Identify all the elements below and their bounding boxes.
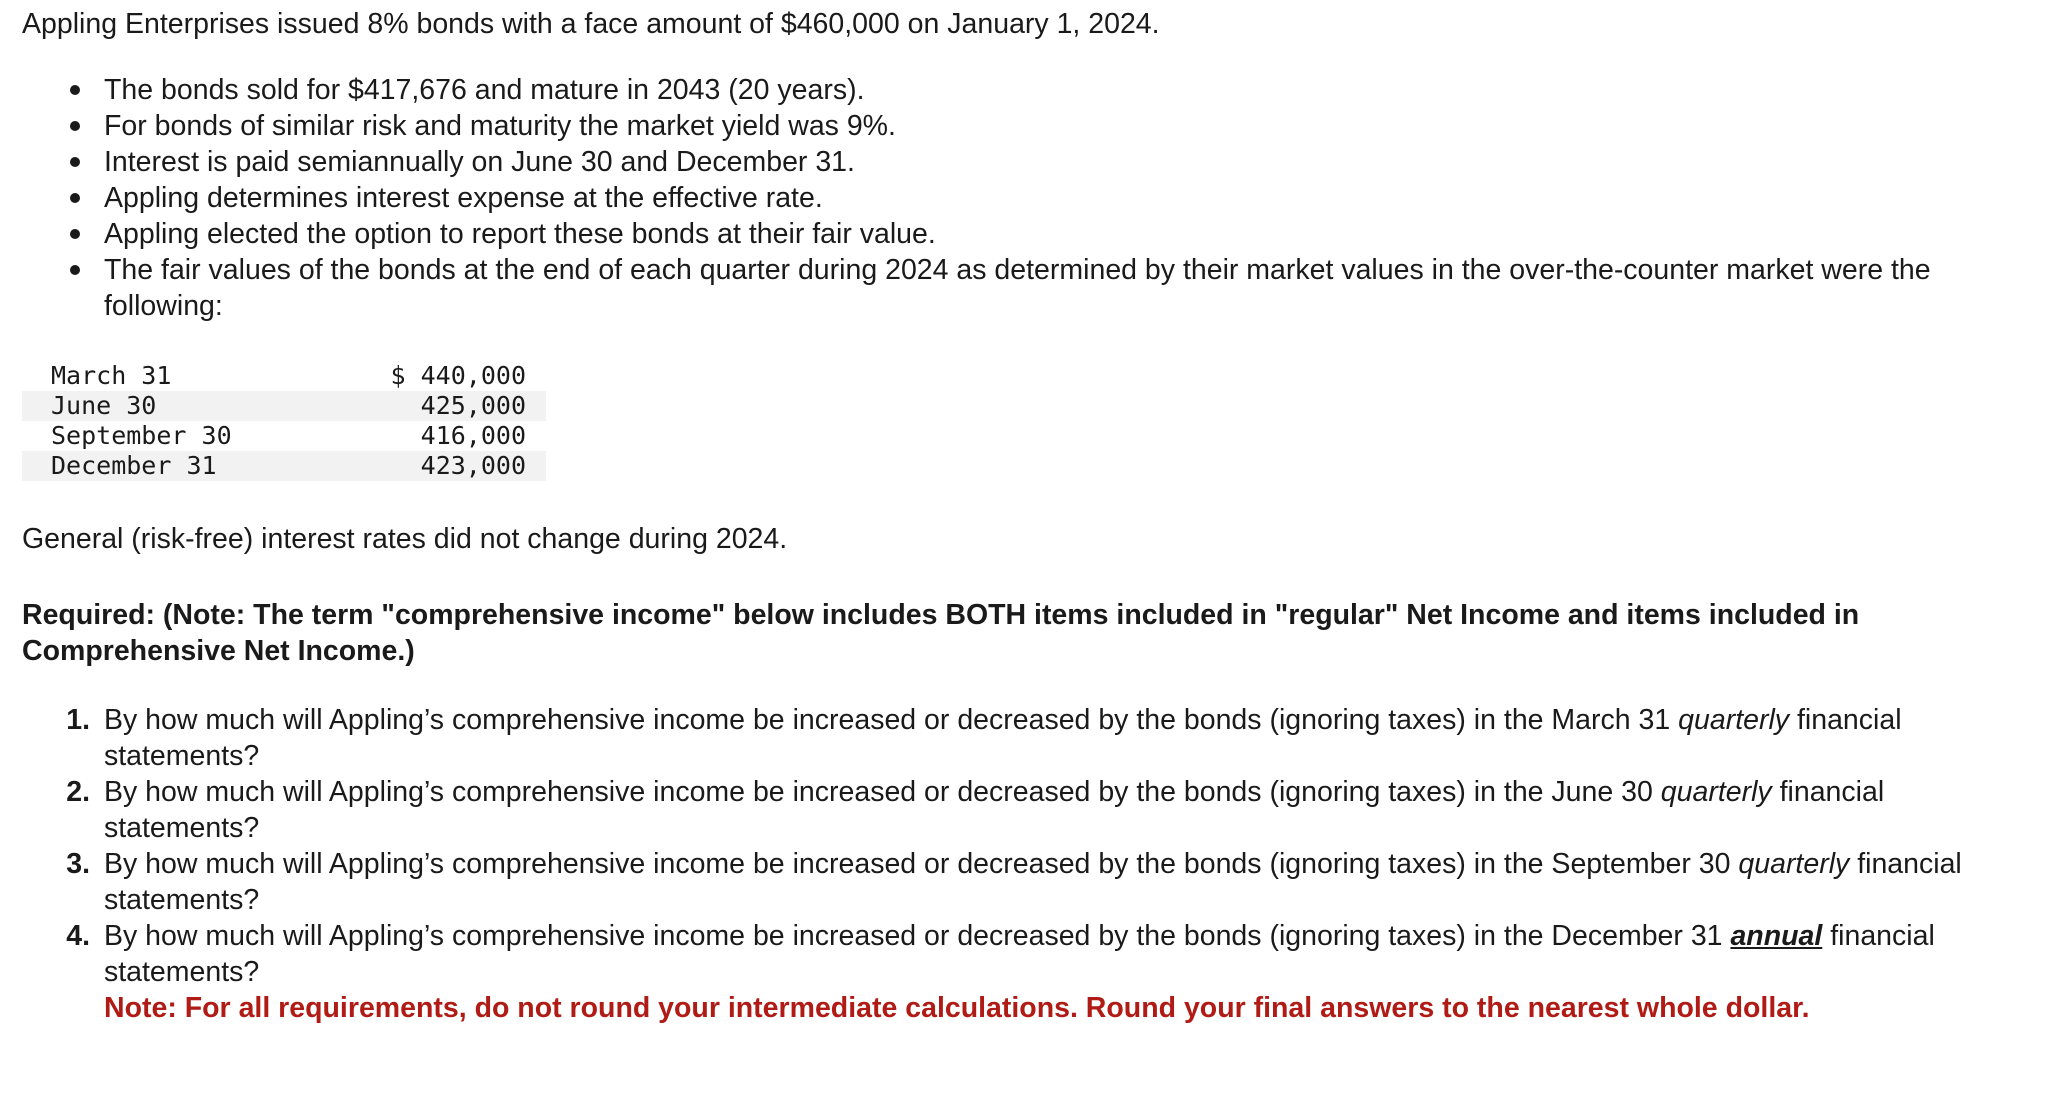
bullet-icon — [70, 85, 80, 95]
fair-value-amount: $ 440,000 — [390, 361, 526, 390]
problem-intro: Appling Enterprises issued 8% bonds with a face amount of $460,000 on January 1, 2024. — [22, 8, 1160, 40]
quarter-label: September 30 — [51, 421, 232, 450]
bond-facts-list — [0, 72, 2000, 324]
list-item: The fair values of the bonds at the end of each quarter during 2024 as determined by their market values in the over-the-counter market were the following: — [0, 252, 2000, 324]
question-text: By how much will Appling’s comprehensive income be increased or decreased by the bonds (ignoring taxes) in the June 30 quarterly financial statements? — [104, 776, 1885, 844]
bullet-icon — [70, 121, 80, 131]
rounding-note: Note: For all requirements, do not round your intermediate calculations. Round your final answers to the nearest whole dollar. — [104, 992, 1810, 1024]
question-number: 2. — [66, 776, 90, 808]
question-number: 4. — [66, 920, 90, 952]
question-number: 3. — [66, 848, 90, 880]
question-item — [0, 702, 2000, 774]
bullet-icon — [70, 265, 80, 275]
question-text: By how much will Appling’s comprehensive income be increased or decreased by the bonds (ignoring taxes) in the December 31 annual financial statements? — [104, 920, 1935, 988]
list-item: Appling determines interest expense at the effective rate. — [0, 180, 2000, 216]
general-rates-statement: General (risk-free) interest rates did not change during 2024. — [22, 523, 788, 555]
list-item: For bonds of similar risk and maturity the market yield was 9%. — [0, 108, 2000, 144]
question-text: By how much will Appling’s comprehensive income be increased or decreased by the bonds (ignoring taxes) in the March 31 quarterly financial statements? — [104, 704, 1902, 772]
table-row — [22, 361, 546, 391]
fair-value-amount: 423,000 — [420, 451, 526, 480]
list-item: The bonds sold for $417,676 and mature in 2043 (20 years). — [0, 72, 2000, 108]
list-item: Appling elected the option to report these bonds at their fair value. — [0, 216, 2000, 252]
fair-value-amount: 416,000 — [420, 421, 526, 450]
question-item — [0, 918, 2000, 1026]
table-row — [22, 451, 546, 481]
bullet-icon — [70, 157, 80, 167]
quarter-label: December 31 — [51, 451, 217, 480]
table-row — [22, 391, 546, 421]
fair-value-amount: 425,000 — [420, 391, 526, 420]
quarter-label: March 31 — [51, 361, 172, 390]
question-list — [0, 702, 2000, 1026]
list-item: Interest is paid semiannually on June 30 and December 31. — [0, 144, 2000, 180]
bullet-icon — [70, 193, 80, 203]
required-heading: Required: (Note: The term "comprehensive income" below includes BOTH items included in "regular" Net Income and items included in Comprehensive Net Income.) — [22, 599, 1860, 667]
question-item — [0, 846, 2000, 918]
question-text: By how much will Appling’s comprehensive income be increased or decreased by the bonds (ignoring taxes) in the September 30 quarterly financial statements? — [104, 848, 1962, 916]
fair-value-table — [22, 361, 546, 481]
question-item — [0, 774, 2000, 846]
question-number: 1. — [66, 704, 90, 736]
bullet-icon — [70, 229, 80, 239]
quarter-label: June 30 — [51, 391, 157, 420]
table-row — [22, 421, 546, 451]
